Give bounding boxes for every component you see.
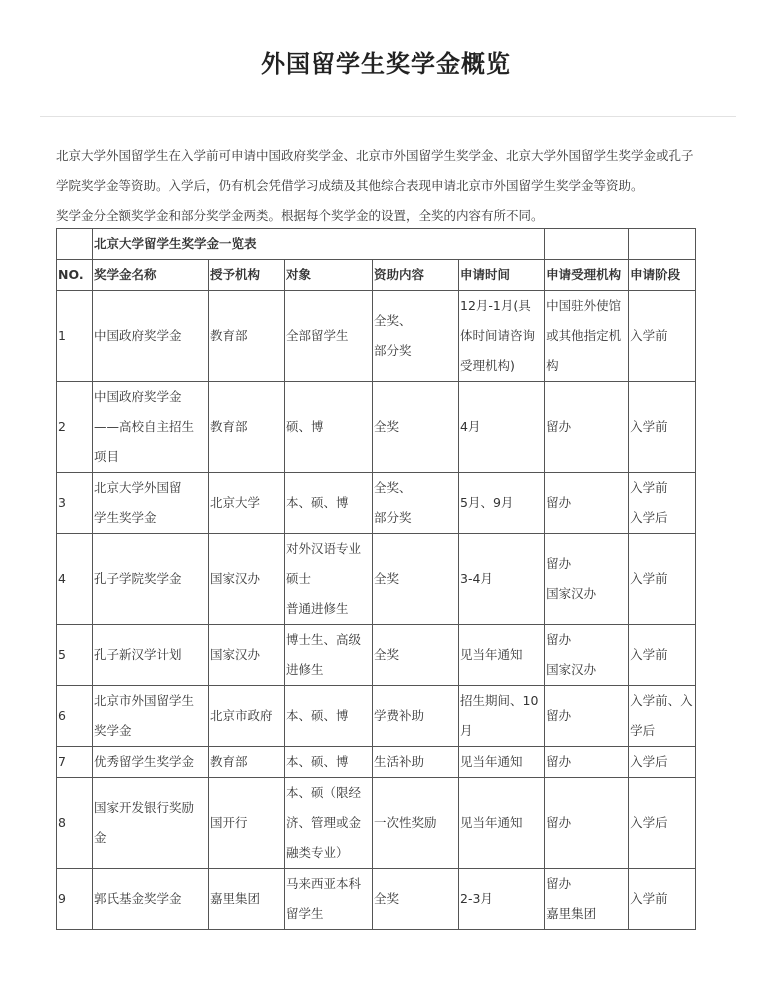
- header-no: [57, 260, 93, 291]
- cell-agency: [545, 291, 629, 382]
- cell-target-text: [285, 778, 372, 868]
- cell-content-text: [373, 747, 458, 777]
- table-row: [57, 625, 696, 686]
- cell-line: 嘉里集团: [546, 906, 597, 921]
- cell-content: [373, 473, 459, 534]
- caption-blank-cell: [629, 229, 696, 260]
- cell-line: 郭氏基金奖学金: [94, 891, 182, 906]
- cell-stage: [629, 534, 696, 625]
- cell-line: 中国政府奖学金: [94, 328, 182, 343]
- cell-content: [373, 747, 459, 778]
- cell-line: 入学前、入: [630, 693, 693, 708]
- cell-time: [459, 291, 545, 382]
- cell-line: 2-3月: [460, 891, 493, 906]
- cell-agency: [545, 686, 629, 747]
- cell-stage-text: [629, 321, 695, 351]
- cell-agency: [545, 534, 629, 625]
- cell-line: 入学前: [630, 480, 668, 495]
- cell-agency-text: [545, 625, 628, 685]
- cell-agency: [545, 747, 629, 778]
- cell-no-text: 1: [58, 328, 66, 343]
- cell-no: [57, 382, 93, 473]
- cell-name: [93, 869, 209, 930]
- cell-grantor: [209, 869, 285, 930]
- table-row: [57, 291, 696, 382]
- cell-no-text: 4: [58, 571, 66, 586]
- cell-stage-text: [629, 808, 695, 838]
- cell-time-text: [459, 884, 544, 914]
- table-caption-text: 北京大学留学生奖学金一览表: [94, 236, 257, 251]
- cell-target: [285, 625, 373, 686]
- scholarship-table: [56, 228, 696, 930]
- header-content: [373, 260, 459, 291]
- cell-agency-text: [545, 808, 628, 838]
- table-row: [57, 778, 696, 869]
- cell-agency-text: [545, 747, 628, 777]
- cell-line: 构: [546, 358, 559, 373]
- cell-agency: [545, 778, 629, 869]
- cell-line: 入学后: [630, 510, 668, 525]
- cell-line: 学后: [630, 723, 656, 738]
- cell-target: [285, 534, 373, 625]
- cell-line: 全奖: [374, 419, 400, 434]
- cell-line: 全奖、: [374, 313, 412, 328]
- cell-name-text: [93, 640, 208, 670]
- table-caption: [93, 229, 545, 260]
- cell-grantor-text: [209, 321, 284, 351]
- cell-line: 全奖: [374, 891, 400, 906]
- cell-line: 学费补助: [374, 708, 425, 723]
- cell-time: [459, 869, 545, 930]
- table-row: [57, 869, 696, 930]
- header-name: [93, 260, 209, 291]
- cell-time-text: [459, 412, 544, 442]
- cell-time: [459, 625, 545, 686]
- cell-line: 金: [94, 830, 107, 845]
- cell-line: 国家汉办: [210, 647, 261, 662]
- cell-agency: [545, 382, 629, 473]
- cell-grantor: [209, 534, 285, 625]
- header-cell-text: 授予机构: [210, 267, 261, 282]
- intro-line-3: 奖学金分全额奖学金和部分奖学金两类。根据每个奖学金的设置，全奖的内容有所不同。: [56, 208, 544, 223]
- cell-line: 全奖: [374, 647, 400, 662]
- cell-grantor: [209, 778, 285, 869]
- cell-line: 国家汉办: [210, 571, 261, 586]
- cell-grantor: [209, 625, 285, 686]
- cell-content: [373, 534, 459, 625]
- cell-line: 中国驻外使馆: [546, 298, 622, 313]
- table-row: [57, 382, 696, 473]
- cell-name-text: [93, 793, 208, 853]
- cell-line: 学生奖学金: [94, 510, 157, 525]
- cell-agency-text: [545, 291, 628, 381]
- cell-target: [285, 686, 373, 747]
- cell-no-text: 9: [58, 891, 66, 906]
- cell-agency: [545, 473, 629, 534]
- cell-target-text: [285, 625, 372, 685]
- cell-line: 入学前: [630, 647, 668, 662]
- cell-content-text: [373, 473, 458, 533]
- cell-grantor: [209, 473, 285, 534]
- cell-no: [57, 747, 93, 778]
- cell-target-text: [285, 412, 372, 442]
- header-cell-text: 对象: [286, 267, 312, 282]
- cell-no: [57, 625, 93, 686]
- cell-agency-text: [545, 869, 628, 929]
- cell-line: 本、硕、博: [286, 708, 349, 723]
- cell-name: [93, 686, 209, 747]
- cell-line: 孔子新汉学计划: [94, 647, 182, 662]
- cell-line: 留办: [546, 815, 572, 830]
- cell-line: 留办: [546, 708, 572, 723]
- cell-line: 国家汉办: [546, 586, 597, 601]
- cell-time-text: [459, 564, 544, 594]
- cell-time: [459, 686, 545, 747]
- cell-line: 见当年通知: [460, 815, 523, 830]
- cell-grantor-text: [209, 884, 284, 914]
- cell-time: [459, 382, 545, 473]
- header-stage: [629, 260, 696, 291]
- cell-no: [57, 778, 93, 869]
- cell-stage-text: [629, 640, 695, 670]
- cell-line: 本、硕、博: [286, 754, 349, 769]
- cell-line: 对外汉语专业: [286, 541, 362, 556]
- cell-grantor-text: [209, 412, 284, 442]
- intro-text: [56, 141, 728, 231]
- header-cell-text: 奖学金名称: [94, 267, 157, 282]
- cell-line: 奖学金: [94, 723, 132, 738]
- cell-grantor: [209, 382, 285, 473]
- cell-line: 全奖: [374, 571, 400, 586]
- cell-line: 济、管理或金: [286, 815, 362, 830]
- cell-line: 北京大学外国留: [94, 480, 182, 495]
- cell-line: 入学前: [630, 571, 668, 586]
- cell-no-text: 6: [58, 708, 66, 723]
- cell-content: [373, 686, 459, 747]
- cell-time-text: [459, 747, 544, 777]
- cell-time-text: [459, 640, 544, 670]
- cell-line: 全奖、: [374, 480, 412, 495]
- cell-content: [373, 625, 459, 686]
- cell-time: [459, 534, 545, 625]
- cell-line: 留学生: [286, 906, 324, 921]
- cell-line: 留办: [546, 632, 572, 647]
- cell-grantor-text: [209, 701, 284, 731]
- cell-stage-text: [629, 412, 695, 442]
- cell-no-text: 5: [58, 647, 66, 662]
- cell-line: 见当年通知: [460, 754, 523, 769]
- cell-name-text: [93, 564, 208, 594]
- cell-line: 融类专业）: [286, 845, 349, 860]
- cell-line: 孔子学院奖学金: [94, 571, 182, 586]
- cell-target-text: [285, 534, 372, 624]
- cell-line: 留办: [546, 876, 572, 891]
- cell-no: [57, 686, 93, 747]
- table-row: [57, 534, 696, 625]
- cell-line: 生活补助: [374, 754, 425, 769]
- cell-stage-text: [629, 686, 695, 746]
- cell-grantor-text: [209, 808, 284, 838]
- cell-line: 教育部: [210, 754, 248, 769]
- cell-time: [459, 473, 545, 534]
- cell-line: 5月、9月: [460, 495, 514, 510]
- cell-name: [93, 625, 209, 686]
- cell-name-text: [93, 382, 208, 472]
- table-caption-row: [57, 229, 696, 260]
- header-cell-text: 资助内容: [374, 267, 425, 282]
- cell-target: [285, 473, 373, 534]
- header-time: [459, 260, 545, 291]
- cell-no: [57, 869, 93, 930]
- cell-name: [93, 747, 209, 778]
- cell-time: [459, 778, 545, 869]
- cell-line: 教育部: [210, 419, 248, 434]
- header-grantor: [209, 260, 285, 291]
- cell-stage: [629, 291, 696, 382]
- cell-line: 博士生、高级: [286, 632, 362, 647]
- cell-stage: [629, 778, 696, 869]
- cell-target-text: [285, 701, 372, 731]
- caption-blank-cell: [545, 229, 629, 260]
- table-header-row: [57, 260, 696, 291]
- intro-line-2: 学院奖学金等资助。入学后，仍有机会凭借学习成绩及其他综合表现申请北京市外国留学生奖学金等资助。: [56, 178, 644, 193]
- cell-line: 北京大学: [210, 495, 261, 510]
- cell-stage: [629, 869, 696, 930]
- cell-target-text: [285, 321, 372, 351]
- cell-grantor-text: [209, 747, 284, 777]
- cell-line: 本、硕、博: [286, 495, 349, 510]
- cell-grantor: [209, 686, 285, 747]
- cell-stage: [629, 747, 696, 778]
- cell-agency: [545, 625, 629, 686]
- cell-content: [373, 869, 459, 930]
- cell-stage: [629, 473, 696, 534]
- cell-line: ——高校自主招生: [94, 419, 195, 434]
- cell-agency-text: [545, 549, 628, 609]
- cell-content-text: [373, 564, 458, 594]
- cell-time-text: [459, 488, 544, 518]
- page-title: 外国留学生奖学金概览: [261, 50, 511, 78]
- cell-line: 硕、博: [286, 419, 324, 434]
- cell-line: 部分奖: [374, 343, 412, 358]
- cell-name-text: [93, 884, 208, 914]
- header-cell-text: NO.: [58, 267, 84, 282]
- table-row: [57, 473, 696, 534]
- cell-line: 入学后: [630, 815, 668, 830]
- caption-blank-cell: [57, 229, 93, 260]
- cell-no: [57, 291, 93, 382]
- cell-line: 部分奖: [374, 510, 412, 525]
- cell-content-text: [373, 808, 458, 838]
- cell-line: 见当年通知: [460, 647, 523, 662]
- cell-content-text: [373, 412, 458, 442]
- cell-grantor-text: [209, 488, 284, 518]
- cell-content-text: [373, 306, 458, 366]
- intro-line-1: 北京大学外国留学生在入学前可申请中国政府奖学金、北京市外国留学生奖学金、北京大学外国留学生奖学金或孔子: [56, 148, 694, 163]
- cell-target-text: [285, 869, 372, 929]
- cell-line: 国开行: [210, 815, 248, 830]
- cell-no-text: 8: [58, 815, 66, 830]
- cell-content-text: [373, 884, 458, 914]
- cell-no: [57, 473, 93, 534]
- cell-content: [373, 778, 459, 869]
- cell-agency-text: [545, 412, 628, 442]
- cell-grantor-text: [209, 640, 284, 670]
- cell-line: 体时间请咨询: [460, 328, 536, 343]
- cell-target: [285, 778, 373, 869]
- cell-grantor-text: [209, 564, 284, 594]
- header-cell-text: 申请阶段: [630, 267, 681, 282]
- cell-content: [373, 291, 459, 382]
- cell-line: 嘉里集团: [210, 891, 261, 906]
- cell-line: 硕士: [286, 571, 312, 586]
- cell-line: 北京市政府: [210, 708, 273, 723]
- cell-time-text: [459, 291, 544, 381]
- header-cell-text: 申请受理机构: [546, 267, 622, 282]
- cell-line: 国家开发银行奖励: [94, 800, 195, 815]
- cell-content-text: [373, 640, 458, 670]
- cell-line: 或其他指定机: [546, 328, 622, 343]
- cell-name: [93, 778, 209, 869]
- cell-no: [57, 534, 93, 625]
- cell-line: 本、硕（限经: [286, 785, 362, 800]
- cell-line: 留办: [546, 556, 572, 571]
- cell-name: [93, 291, 209, 382]
- cell-time-text: [459, 808, 544, 838]
- cell-target: [285, 869, 373, 930]
- cell-line: 普通进修生: [286, 601, 349, 616]
- cell-line: 3-4月: [460, 571, 493, 586]
- cell-stage: [629, 625, 696, 686]
- cell-name: [93, 534, 209, 625]
- cell-agency-text: [545, 488, 628, 518]
- cell-line: 入学前: [630, 328, 668, 343]
- cell-line: 留办: [546, 495, 572, 510]
- cell-line: 全部留学生: [286, 328, 349, 343]
- cell-line: 教育部: [210, 328, 248, 343]
- title-divider: [40, 116, 736, 117]
- header-target: [285, 260, 373, 291]
- cell-line: 招生期间、10: [460, 693, 539, 708]
- cell-stage-text: [629, 884, 695, 914]
- cell-grantor: [209, 291, 285, 382]
- cell-line: 北京市外国留学生: [94, 693, 195, 708]
- cell-line: 受理机构): [460, 358, 515, 373]
- cell-agency-text: [545, 701, 628, 731]
- cell-content: [373, 382, 459, 473]
- cell-line: 入学前: [630, 891, 668, 906]
- cell-target: [285, 747, 373, 778]
- cell-line: 月: [460, 723, 473, 738]
- cell-line: 入学后: [630, 754, 668, 769]
- cell-name-text: [93, 747, 208, 777]
- cell-line: 项目: [94, 449, 120, 464]
- cell-line: 优秀留学生奖学金: [94, 754, 195, 769]
- cell-name-text: [93, 321, 208, 351]
- header-agency: [545, 260, 629, 291]
- cell-stage-text: [629, 473, 695, 533]
- cell-line: 12月-1月(具: [460, 298, 531, 313]
- cell-content-text: [373, 701, 458, 731]
- cell-line: 马来西亚本科: [286, 876, 362, 891]
- cell-line: 入学前: [630, 419, 668, 434]
- table-row: [57, 686, 696, 747]
- cell-target: [285, 291, 373, 382]
- header-cell-text: 申请时间: [460, 267, 511, 282]
- cell-stage-text: [629, 747, 695, 777]
- cell-target-text: [285, 747, 372, 777]
- cell-line: 留办: [546, 754, 572, 769]
- cell-grantor: [209, 747, 285, 778]
- cell-line: 国家汉办: [546, 662, 597, 677]
- cell-name: [93, 382, 209, 473]
- cell-no-text: 2: [58, 419, 66, 434]
- table-row: [57, 747, 696, 778]
- cell-name-text: [93, 686, 208, 746]
- cell-line: 留办: [546, 419, 572, 434]
- cell-no-text: 7: [58, 754, 66, 769]
- cell-agency: [545, 869, 629, 930]
- cell-time-text: [459, 686, 544, 746]
- cell-time: [459, 747, 545, 778]
- cell-stage: [629, 686, 696, 747]
- cell-name-text: [93, 473, 208, 533]
- cell-line: 一次性奖励: [374, 815, 437, 830]
- cell-no-text: 3: [58, 495, 66, 510]
- cell-name: [93, 473, 209, 534]
- cell-line: 进修生: [286, 662, 324, 677]
- cell-stage-text: [629, 564, 695, 594]
- cell-stage: [629, 382, 696, 473]
- cell-line: 中国政府奖学金: [94, 389, 182, 404]
- cell-target-text: [285, 488, 372, 518]
- cell-line: 4月: [460, 419, 481, 434]
- cell-target: [285, 382, 373, 473]
